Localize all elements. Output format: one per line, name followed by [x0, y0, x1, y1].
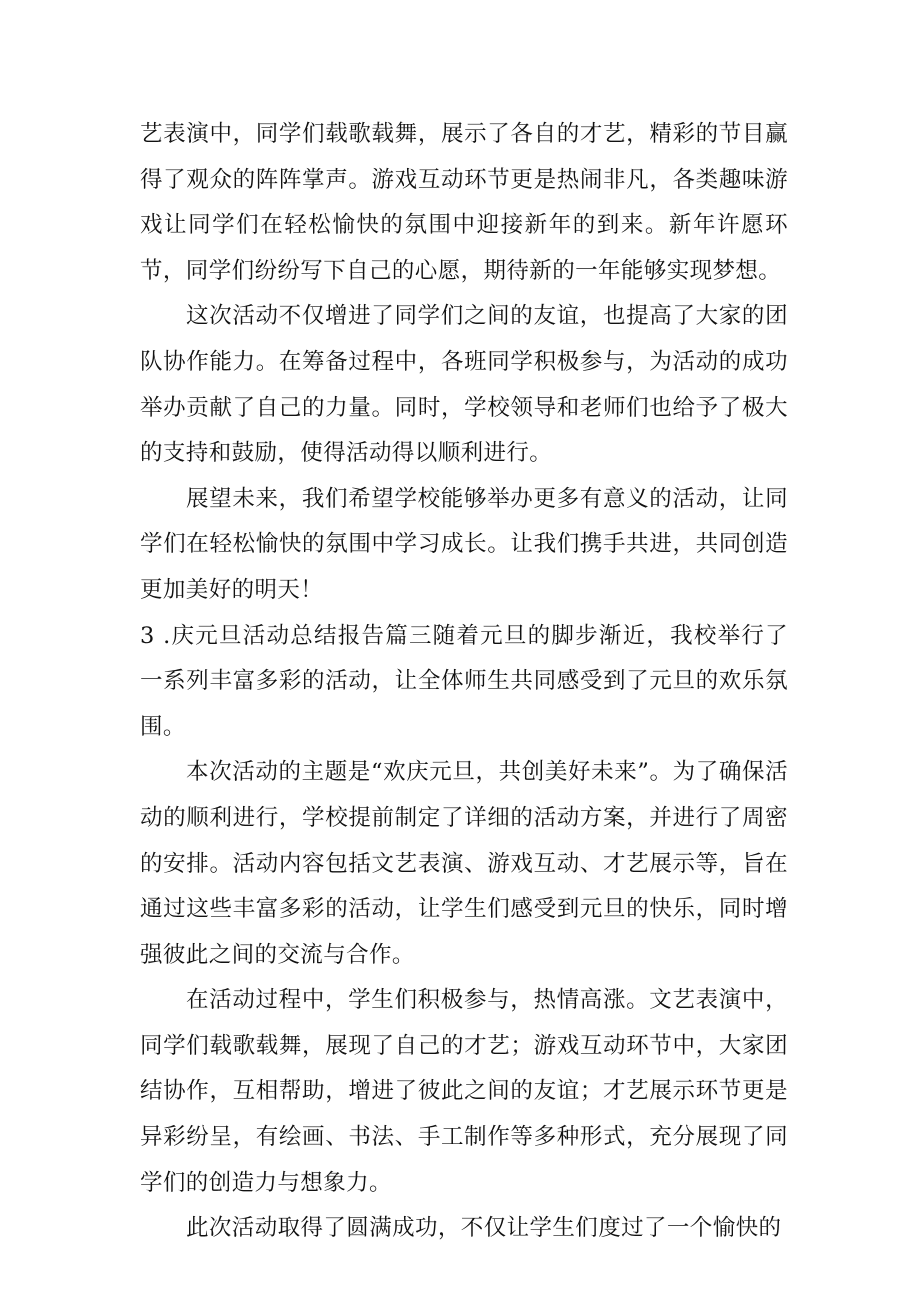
paragraph-3: 展望未来，我们希望学校能够举办更多有意义的活动，让同学们在轻松愉快的氛围中学习成长。让我们携手共进，共同创造更加美好的明天！	[140, 485, 788, 603]
paragraph-5: 本次活动的主题是“欢庆元旦，共创美好未来”。为了确保活动的顺利进行，学校提前制定了详细的活动方案，并进行了周密的安排。活动内容包括文艺表演、游戏互动、才艺展示等，旨在通过这些丰富多彩的活动，让学生们感受到元旦的快乐，同时增强彼此之间的交流与合作。	[140, 759, 788, 968]
paragraph-7: 此次活动取得了圆满成功，不仅让学生们度过了一个愉快的	[186, 1215, 782, 1242]
document-body	[140, 112, 788, 1252]
paragraph-1: 艺表演中，同学们载歌载舞，展示了各自的才艺，精彩的节目赢得了观众的阵阵掌声。游戏互动环节更是热闹非凡，各类趣味游戏让同学们在轻松愉快的氛围中迎接新年的到来。新年许愿环节，同学们纷纷写下自己的心愿，期待新的一年能够实现梦想。	[140, 121, 788, 284]
paragraph-6: 在活动过程中，学生们积极参与，热情高涨。文艺表演中，同学们载歌载舞，展现了自己的才艺；游戏互动环节中，大家团结协作，互相帮助，增进了彼此之间的友谊；才艺展示环节更是异彩纷呈，有绘画、书法、手工制作等多种形式，充分展现了同学们的创造力与想象力。	[140, 987, 788, 1196]
section-heading-paragraph: 3 .庆元旦活动总结报告篇三随着元旦的脚步渐近，我校举行了一系列丰富多彩的活动，让全体师生共同感受到了元旦的欢乐氛围。	[140, 622, 788, 740]
paragraph-2: 这次活动不仅增进了同学们之间的友谊，也提高了大家的团队协作能力。在筹备过程中，各班同学积极参与，为活动的成功举办贡献了自己的力量。同时，学校领导和老师们也给予了极大的支持和鼓励，使得活动得以顺利进行。	[140, 303, 788, 467]
